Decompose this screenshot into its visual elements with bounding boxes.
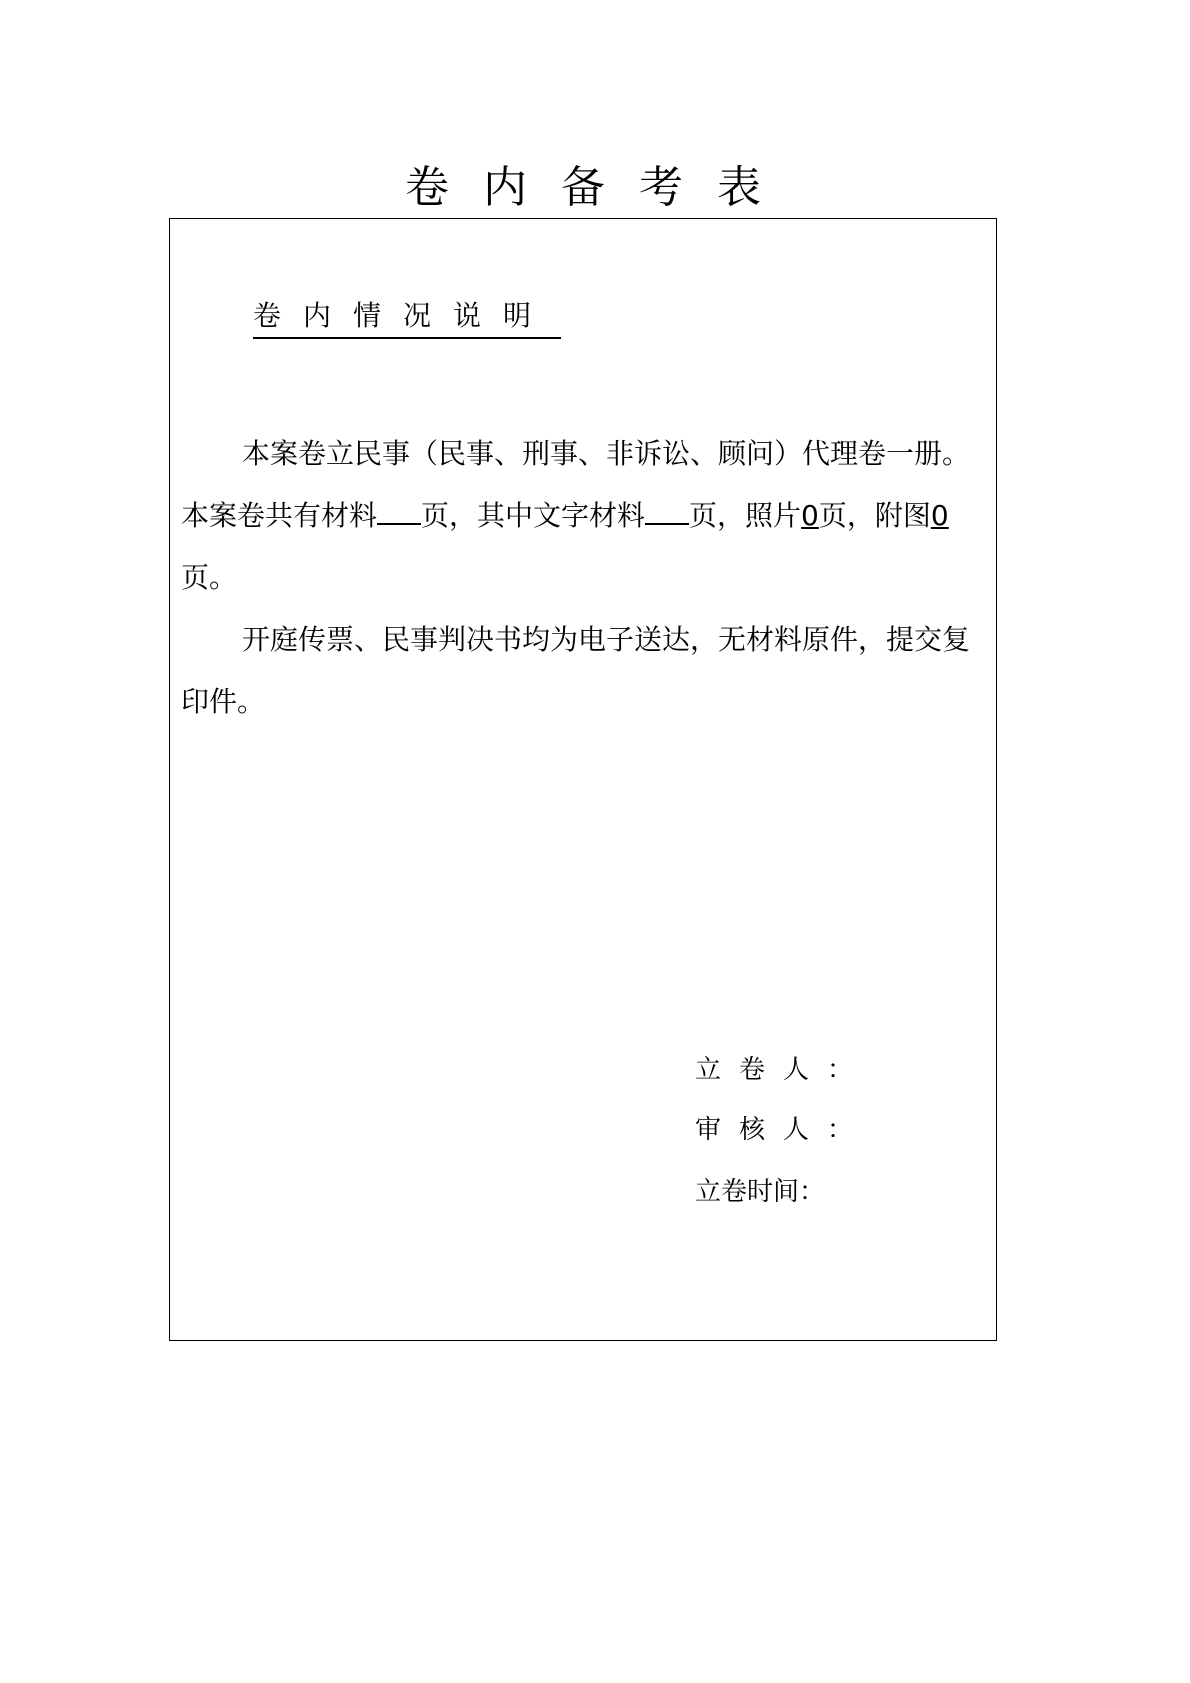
description-body [181,423,996,733]
text-segment: 页。 [181,561,238,594]
date-signature-line [695,1174,825,1210]
paragraph-volume-info [181,423,996,609]
text-segment: 本案卷立民事（民事、刑事、非诉讼、顾问）代理卷一册。本案卷共有材料 [181,437,971,532]
text-segment: 页，附图 [818,499,931,532]
form-frame [169,218,997,1341]
paragraph-service-note: 开庭传票、民事判决书均为电子送达，无材料原件，提交复印件。 [181,623,971,718]
section-title: 卷内情况说明 [253,299,554,332]
text-pages-blank[interactable] [645,501,689,525]
text-segment: 页，其中文字材料 [421,499,646,532]
reviewer-label: 审核人 [695,1115,828,1145]
colon: ： [827,1055,854,1085]
colon: ： [827,1115,854,1145]
page-title: 卷内备考表 [405,162,795,213]
colon: ： [799,1177,826,1207]
text-segment: 页，照片 [689,499,802,532]
date-label: 立卷时间 [695,1177,800,1207]
filer-label: 立卷人 [695,1055,828,1085]
figure-pages-value: 0 [930,499,949,532]
photo-pages-value: 0 [801,499,819,532]
filer-signature-line [695,1052,853,1088]
section-title-underline [253,337,561,339]
total-pages-blank[interactable] [377,501,421,525]
reviewer-signature-line [695,1112,853,1148]
